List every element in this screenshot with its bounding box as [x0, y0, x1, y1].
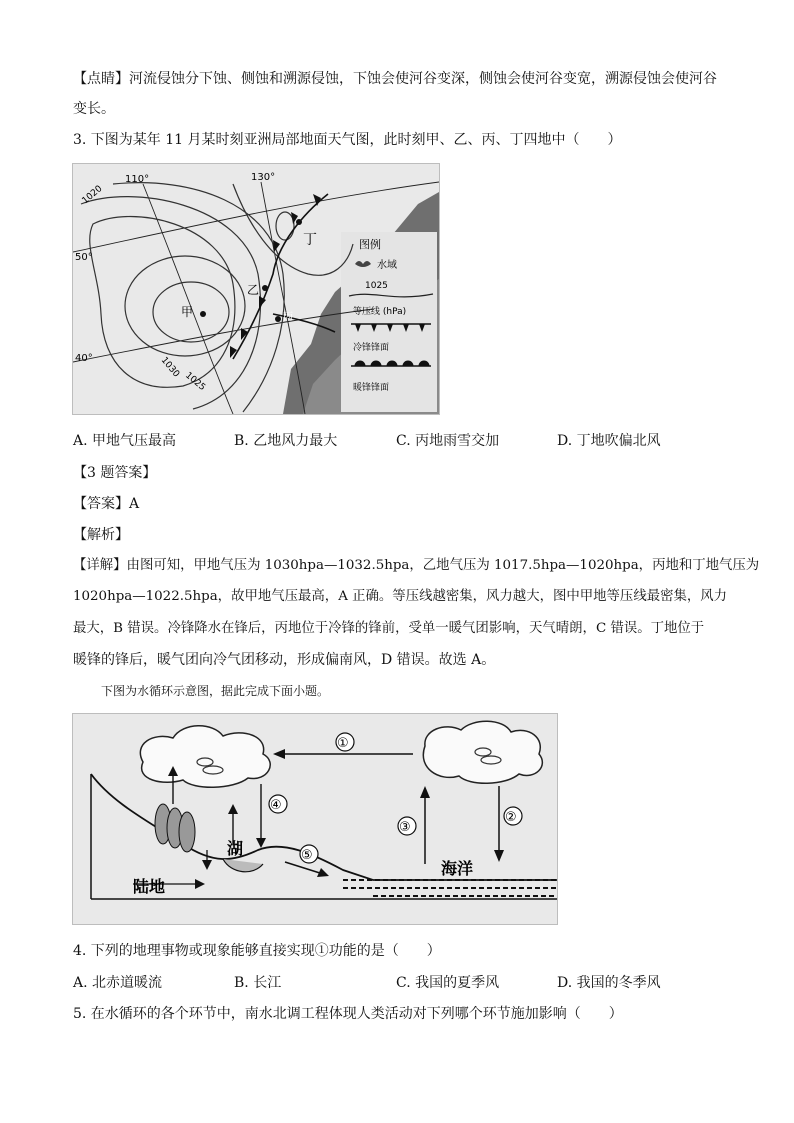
label-bing: 丙 [283, 312, 293, 323]
label-lake: 湖 [227, 839, 244, 858]
isobar-low [276, 212, 294, 240]
water-cycle-figure [72, 713, 558, 925]
label-3: ③ [399, 820, 411, 835]
isobar-label-1020: 1020 [80, 183, 105, 207]
question-5-stem: 5. 在水循环的各个环节中，南水北调工程体现人类活动对下列哪个环节施加影响（ ） [73, 1006, 623, 1022]
arrow-4 [256, 838, 266, 848]
q3-option-a: A. 甲地气压最高 [73, 433, 177, 449]
tip-line-2: 变长。 [73, 101, 115, 117]
weather-map-figure [72, 163, 440, 415]
label-1: ① [337, 736, 349, 751]
legend-water: 水域 [377, 260, 397, 271]
label-4: ④ [270, 798, 282, 813]
label-5: ⑤ [301, 848, 313, 863]
point-yi [262, 285, 268, 291]
label-jia: 甲 [181, 305, 194, 319]
water-intro: 下图为水循环示意图，据此完成下面小题。 [101, 684, 330, 698]
q3-answer: 【答案】A [73, 496, 140, 512]
q3-detail-line-2: 1020hpa—1022.5hpa，故甲地气压最高，A 正确。等压线越密集，风力越大，图中甲地等压线最密集，风力 [73, 589, 728, 604]
legend-cold: 冷锋锋面 [353, 343, 390, 353]
q3-answer-header: 【3 题答案】 [73, 465, 157, 481]
point-ding [296, 219, 302, 225]
land-cloud [140, 726, 270, 788]
q3-option-b: B. 乙地风力最大 [234, 433, 338, 449]
isobar-label-1030: 1030 [158, 355, 182, 380]
label-land: 陆地 [133, 877, 166, 896]
legend-isobar: 等压线 (hPa) [353, 307, 407, 317]
meridian-130 [261, 182, 305, 414]
label-ding: 丁 [303, 232, 317, 248]
isobar-label-1025: 1025 [183, 370, 208, 394]
lon-110-label: 110° [125, 174, 150, 185]
q3-detail-line-3: 最大，B 错误。冷锋降水在锋后，丙地位于冷锋的锋前，受单一暖气团影响，天气晴朗，C 错误。丁地位于 [73, 621, 705, 636]
lat-40-label: 40° [75, 353, 93, 364]
q3-option-c: C. 丙地雨雪交加 [396, 433, 500, 449]
isobar-line [81, 197, 260, 409]
tip-line-1: 【点睛】河流侵蚀分下蚀、侧蚀和溯源侵蚀，下蚀会使河谷变深，侧蚀会使河谷变宽，溯源侵蚀会使河谷 [73, 71, 717, 87]
legend-warm: 暖锋锋面 [353, 383, 390, 393]
q3-option-d: D. 丁地吹偏北风 [557, 433, 661, 449]
q4-option-c: C. 我国的夏季风 [396, 975, 500, 991]
arrow-3 [420, 786, 430, 798]
legend-iso-value: 1025 [365, 281, 388, 291]
q3-detail-line-4: 暖锋的锋后，暖气团向冷气团移动，形成偏南风，D 错误。故选 A。 [73, 652, 496, 668]
ocean-cloud [423, 721, 542, 783]
label-yi: 乙 [247, 283, 260, 297]
label-2: ② [505, 810, 517, 825]
q4-option-a: A. 北赤道暖流 [73, 975, 163, 991]
lon-130-label: 130° [251, 172, 276, 183]
water-cycle-diagram [73, 714, 557, 924]
q3-analysis-header: 【解析】 [73, 527, 129, 543]
arrow-1 [273, 749, 285, 759]
legend-title: 图例 [359, 238, 381, 251]
point-jia [200, 311, 206, 317]
lake [223, 859, 263, 872]
q4-option-b: B. 长江 [234, 975, 282, 991]
arrow-2 [494, 850, 504, 862]
q3-detail-line-1: 【详解】由图可知，甲地气压为 1030hpa—1032.5hpa，乙地气压为 1017.5hpa—1020hpa，丙地和丁地气压为 [73, 558, 760, 573]
question-3-stem: 3. 下图为某年 11 月某时刻亚洲局部地面天气图，此时刻甲、乙、丙、丁四地中（ ） [73, 132, 622, 148]
label-ocean: 海洋 [441, 859, 474, 878]
weather-map [73, 164, 439, 414]
lat-50-label: 50° [75, 252, 93, 263]
point-bing [275, 316, 281, 322]
question-4-stem: 4. 下列的地理事物或现象能够直接实现①功能的是（ ） [73, 943, 441, 959]
q4-option-d: D. 我国的冬季风 [557, 975, 661, 991]
